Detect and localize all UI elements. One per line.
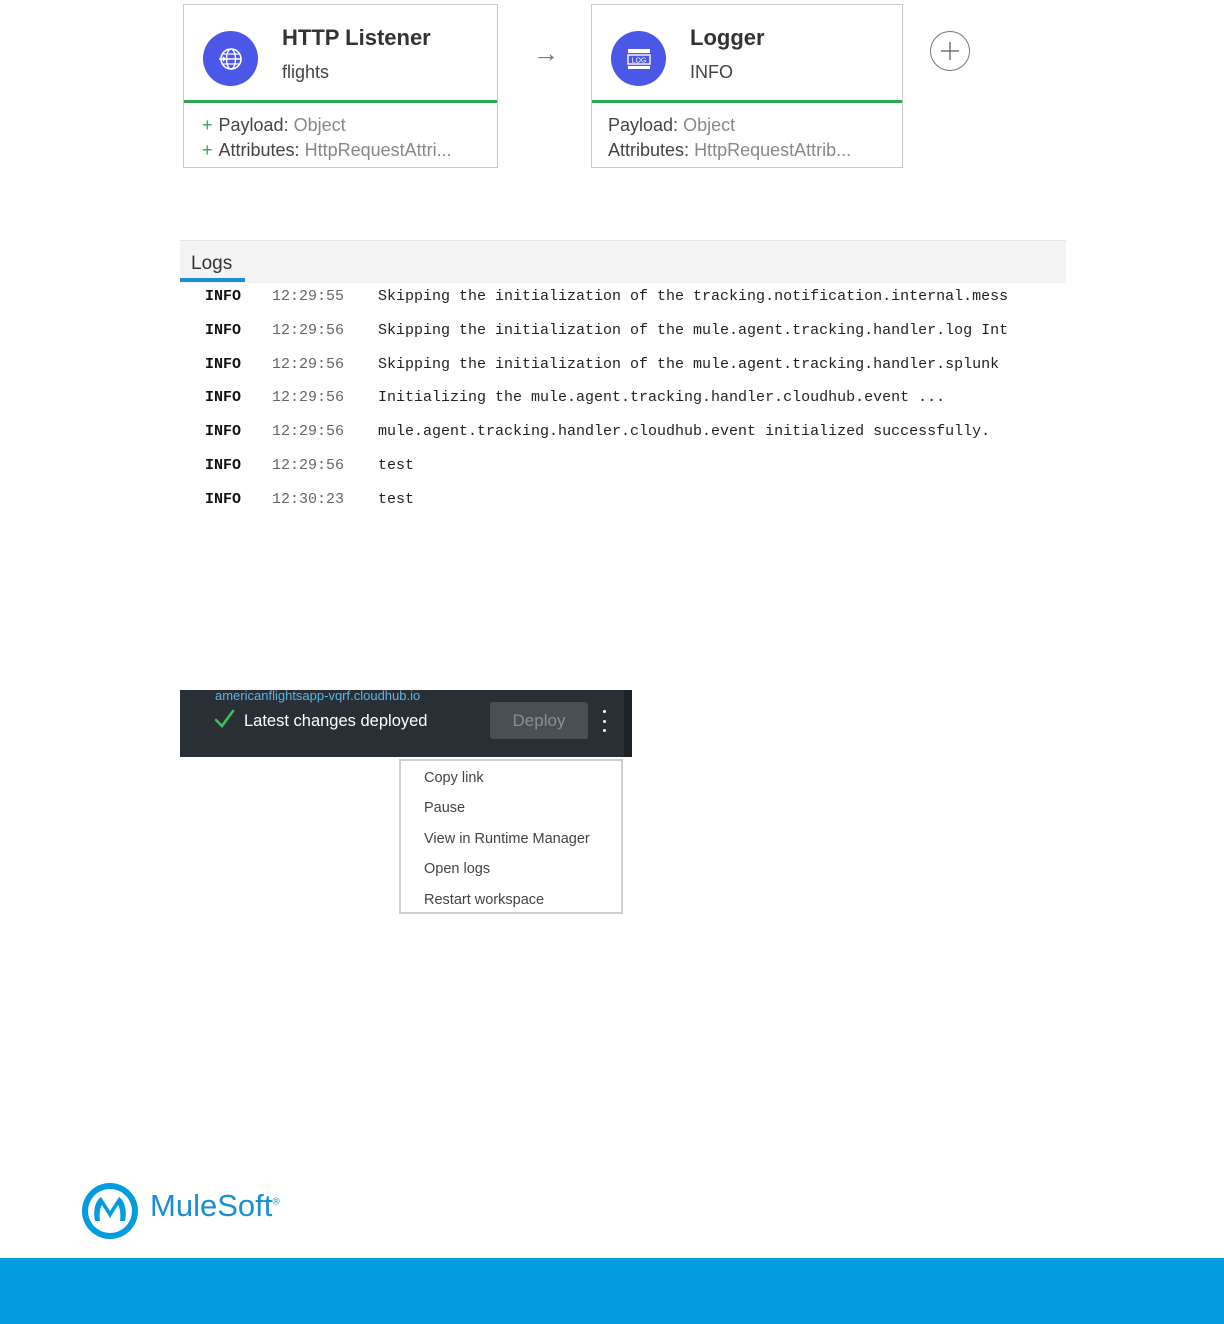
log-level: INFO <box>205 321 242 339</box>
deploy-options-menu <box>399 759 623 914</box>
log-row <box>180 389 1066 423</box>
footer-band <box>0 1258 1224 1324</box>
log-timestamp: 12:29:56 <box>272 321 345 339</box>
log-level: INFO <box>205 389 242 407</box>
logger-card[interactable] <box>591 4 903 168</box>
attributes-row: Attributes: HttpRequestAttrib... <box>608 140 852 160</box>
attributes-row[interactable]: + Attributes: HttpRequestAttri... <box>202 140 452 160</box>
deploy-button[interactable]: Deploy <box>490 702 588 739</box>
log-list <box>180 288 1066 525</box>
more-options-icon[interactable] <box>598 710 610 732</box>
menu-item-pause[interactable]: Pause <box>424 800 466 817</box>
app-url-link[interactable]: americanflightsapp-vqrf.cloudhub.io <box>215 688 421 703</box>
card-header <box>184 5 497 103</box>
log-message: test <box>378 490 415 508</box>
deploy-status-text: Latest changes deployed <box>244 712 428 730</box>
expand-icon[interactable]: + <box>202 115 213 135</box>
logs-panel <box>180 240 1066 520</box>
log-row <box>180 491 1066 525</box>
svg-text:LOG: LOG <box>631 57 646 64</box>
log-level: INFO <box>205 288 242 305</box>
http-listener-card[interactable] <box>183 4 498 168</box>
log-level: INFO <box>205 355 242 373</box>
log-message: Skipping the initialization of the mule.agent.tracking.handler.log Int <box>378 321 1009 339</box>
log-timestamp: 12:30:23 <box>272 490 345 508</box>
card-title: HTTP Listener <box>282 25 431 50</box>
log-message: Initializing the mule.agent.tracking.handler.cloudhub.event ... <box>378 389 946 407</box>
card-subtitle: INFO <box>690 62 733 82</box>
globe-icon <box>203 31 258 86</box>
tab-logs[interactable]: Logs <box>191 253 233 274</box>
expand-icon[interactable]: + <box>202 140 213 160</box>
bar-edge <box>624 690 632 757</box>
log-row <box>180 457 1066 491</box>
payload-row: Payload: Object <box>608 115 736 135</box>
plus-icon <box>939 40 961 62</box>
mulesoft-logo <box>80 1181 300 1241</box>
card-title: Logger <box>690 25 765 50</box>
log-level: INFO <box>205 490 242 508</box>
log-row <box>180 288 1066 322</box>
log-row <box>180 356 1066 390</box>
log-message: test <box>378 456 415 474</box>
card-metadata <box>202 113 491 163</box>
mulesoft-logo-icon <box>80 1181 140 1241</box>
log-timestamp: 12:29:56 <box>272 355 345 373</box>
add-step-button[interactable] <box>930 31 970 71</box>
log-level: INFO <box>205 423 242 441</box>
menu-item-open-logs[interactable]: Open logs <box>424 861 491 878</box>
card-metadata <box>608 113 896 163</box>
log-message: mule.agent.tracking.handler.cloudhub.event initialized successfully. <box>378 423 991 441</box>
log-timestamp: 12:29:56 <box>272 423 345 441</box>
log-message: Skipping the initialization of the mule.agent.tracking.handler.splunk <box>378 355 1000 373</box>
deploy-bar <box>180 690 632 757</box>
log-row <box>180 322 1066 356</box>
log-timestamp: 12:29:55 <box>272 288 345 305</box>
brand-name: MuleSoft® <box>150 1188 280 1223</box>
log-message: Skipping the initialization of the tracking.notification.internal.mess <box>378 288 1009 305</box>
log-timestamp: 12:29:56 <box>272 456 345 474</box>
checkmark-icon <box>213 708 235 730</box>
log-icon <box>611 31 666 86</box>
active-tab-indicator <box>180 278 245 282</box>
log-timestamp: 12:29:56 <box>272 389 345 407</box>
card-subtitle: flights <box>282 62 330 82</box>
card-header <box>592 5 902 103</box>
log-row <box>180 423 1066 457</box>
log-level: INFO <box>205 456 242 474</box>
payload-row[interactable]: + Payload: Object <box>202 115 346 135</box>
menu-item-view-runtime-manager[interactable]: View in Runtime Manager <box>424 830 590 847</box>
flow-arrow-icon: → <box>533 38 559 68</box>
logs-header <box>180 240 1066 283</box>
menu-item-restart-workspace[interactable]: Restart workspace <box>424 891 545 908</box>
menu-item-copy-link[interactable]: Copy link <box>424 770 484 786</box>
